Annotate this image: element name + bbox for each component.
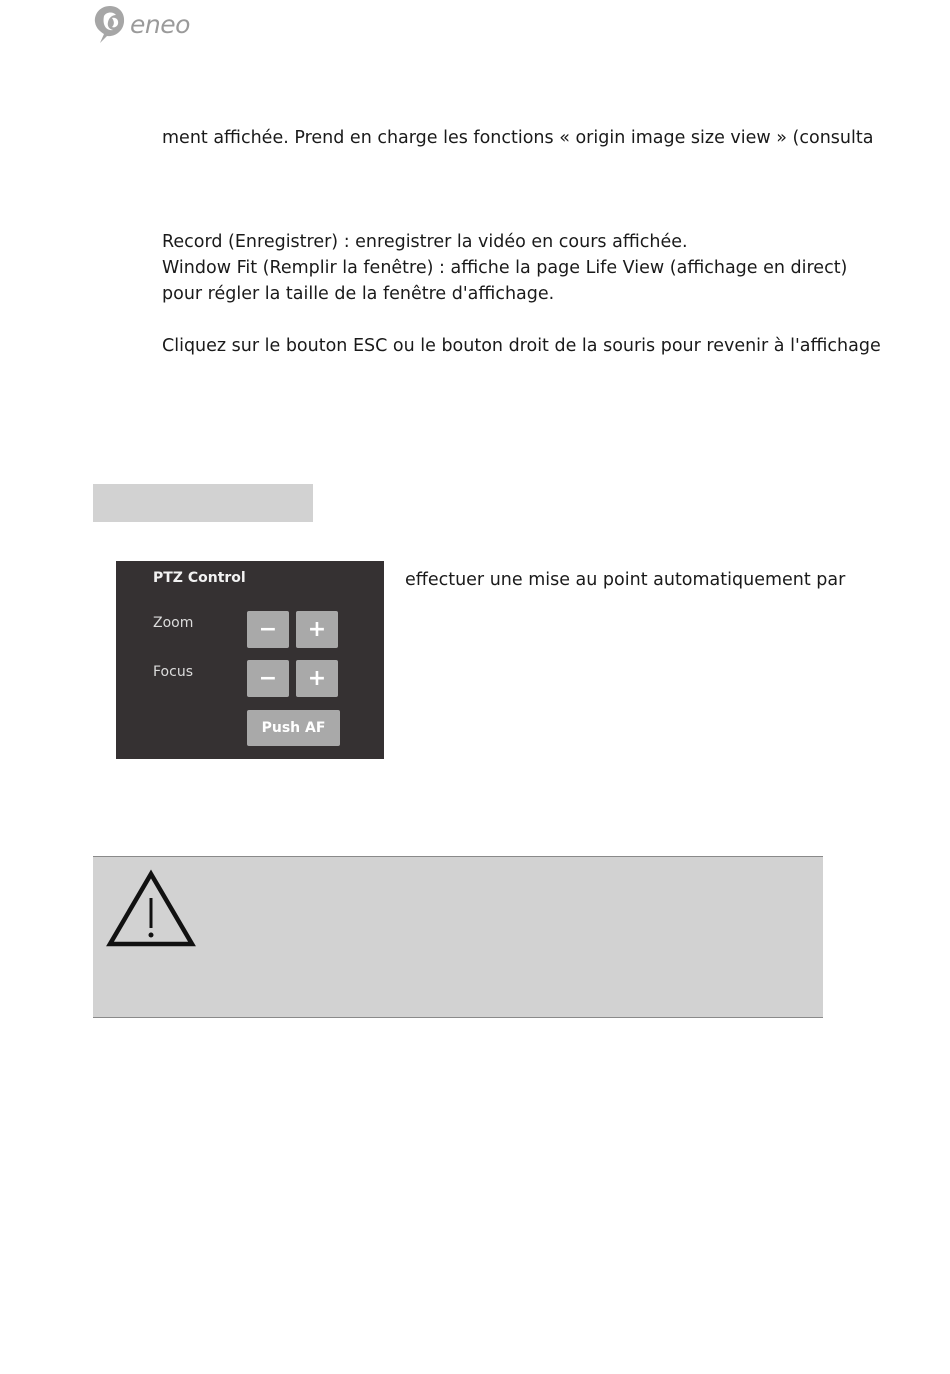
push-af-button[interactable]: Push AF — [247, 710, 340, 746]
zoom-label: Zoom — [153, 615, 194, 631]
zoom-in-button[interactable]: + — [296, 611, 338, 648]
brand-logo — [92, 2, 190, 46]
ptz-control-panel — [116, 561, 384, 759]
body-paragraph-line: ment affichée. Prend en charge les fonctions « origin image size view » (consulta — [162, 128, 874, 148]
section-heading-bar — [93, 484, 313, 522]
focus-label: Focus — [153, 664, 193, 680]
eneo-logo-icon — [92, 3, 128, 45]
body-paragraph-line: Cliquez sur le bouton ESC ou le bouton droit de la souris pour revenir à l'affichage — [162, 336, 881, 356]
ptz-panel-title: PTZ Control — [153, 570, 246, 586]
ptz-description: effectuer une mise au point automatiquement par — [405, 570, 846, 590]
warning-box — [93, 856, 823, 1018]
focus-near-button[interactable]: − — [247, 660, 289, 697]
body-paragraph-line: Window Fit (Remplir la fenêtre) : affiche la page Life View (affichage en direct) — [162, 258, 848, 278]
body-paragraph-line: pour régler la taille de la fenêtre d'affichage. — [162, 284, 555, 304]
body-paragraph-line: Record (Enregistrer) : enregistrer la vidéo en cours affichée. — [162, 232, 688, 252]
logo-text: eneo — [130, 9, 190, 39]
warning-triangle-icon — [105, 868, 197, 950]
zoom-out-button[interactable]: − — [247, 611, 289, 648]
focus-far-button[interactable]: + — [296, 660, 338, 697]
